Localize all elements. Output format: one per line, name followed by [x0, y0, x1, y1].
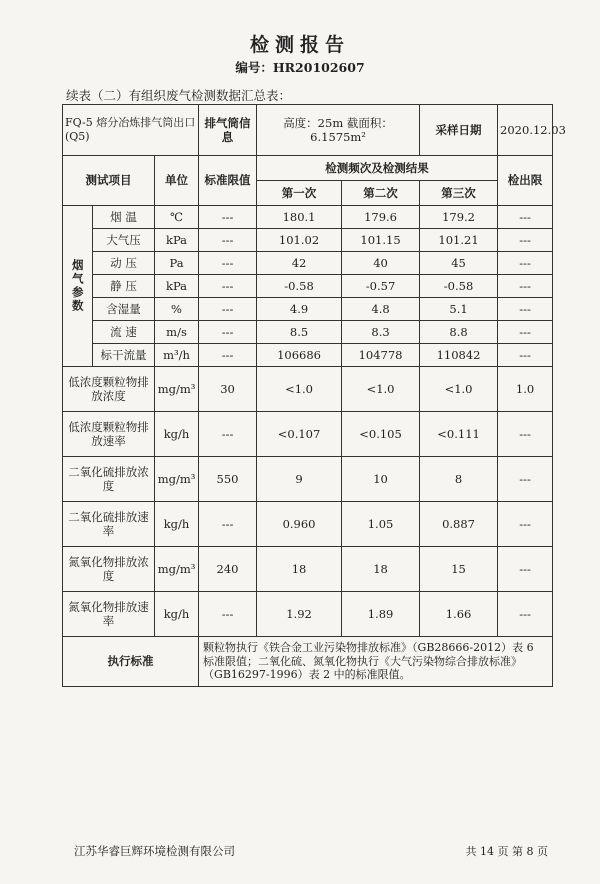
pollutant-v2: <0.105 [342, 412, 420, 457]
pollutant-name: 氮氧化物排放浓度 [63, 547, 155, 592]
col-results-group: 检测频次及检测结果 [257, 156, 498, 181]
param-unit: m³/h [155, 344, 199, 367]
pollutant-limit: 30 [199, 367, 257, 412]
table-row [63, 321, 553, 344]
pollutant-limit: 550 [199, 457, 257, 502]
table-row [63, 275, 553, 298]
stack-label: 排气筒信息 [199, 105, 257, 156]
data-table [62, 104, 566, 687]
pollutant-unit: kg/h [155, 412, 199, 457]
pollutant-limit: --- [199, 412, 257, 457]
pollutant-unit: mg/m³ [155, 367, 199, 412]
report-title: 检测报告 [249, 34, 350, 56]
pollutant-limit: --- [199, 592, 257, 637]
pollutant-v1: 18 [257, 547, 342, 592]
table-row [63, 298, 553, 321]
table-row [63, 637, 553, 687]
table-row [63, 367, 553, 412]
param-v3: 5.1 [420, 298, 498, 321]
col-unit: 单位 [155, 156, 199, 206]
param-v1: 180.1 [257, 206, 342, 229]
pollutant-v3: 8 [420, 457, 498, 502]
param-limit: --- [199, 298, 257, 321]
pollutant-v1: <1.0 [257, 367, 342, 412]
pollutant-v2: 1.05 [342, 502, 420, 547]
col-second: 第二次 [342, 181, 420, 206]
param-v2: 8.3 [342, 321, 420, 344]
param-v3: 8.8 [420, 321, 498, 344]
pollutant-unit: kg/h [155, 592, 199, 637]
pollutant-v2: <1.0 [342, 367, 420, 412]
col-item: 测试项目 [63, 156, 155, 206]
table-row [63, 206, 553, 229]
param-v1: 101.02 [257, 229, 342, 252]
param-limit: --- [199, 252, 257, 275]
param-unit: kPa [155, 275, 199, 298]
table-caption: 续表（二）有组织废气检测数据汇总表： [66, 88, 292, 103]
pollutant-v2: 18 [342, 547, 420, 592]
pollutant-v3: 0.887 [420, 502, 498, 547]
pollutant-unit: mg/m³ [155, 547, 199, 592]
param-limit: --- [199, 275, 257, 298]
param-v3: 101.21 [420, 229, 498, 252]
pollutant-name: 氮氧化物排放速率 [63, 592, 155, 637]
table-row [63, 547, 553, 592]
param-v1: 4.9 [257, 298, 342, 321]
pollutant-dl: --- [498, 592, 553, 637]
param-v3: 110842 [420, 344, 498, 367]
page-number: 共 14 页 第 8 页 [465, 845, 548, 858]
pollutant-v3: 1.66 [420, 592, 498, 637]
param-v2: 104778 [342, 344, 420, 367]
table-row [63, 229, 553, 252]
param-limit: --- [199, 321, 257, 344]
param-v1: -0.58 [257, 275, 342, 298]
sample-date: 2020.12.03 [498, 105, 553, 156]
pollutant-v3: 15 [420, 547, 498, 592]
param-name: 标干流量 [93, 344, 155, 367]
pollutant-limit: 240 [199, 547, 257, 592]
pollutant-name: 二氧化硫排放浓度 [63, 457, 155, 502]
pollutant-name: 低浓度颗粒物排放浓度 [63, 367, 155, 412]
pollutant-v1: 0.960 [257, 502, 342, 547]
param-name: 烟 温 [93, 206, 155, 229]
pollutant-dl: --- [498, 547, 553, 592]
param-name: 流 速 [93, 321, 155, 344]
table-row [63, 502, 553, 547]
param-v2: -0.57 [342, 275, 420, 298]
table-row [63, 412, 553, 457]
col-limit: 标准限值 [199, 156, 257, 206]
param-dl: --- [498, 275, 553, 298]
pollutant-v3: <0.111 [420, 412, 498, 457]
pollutant-dl: 1.0 [498, 367, 553, 412]
pollutant-unit: mg/m³ [155, 457, 199, 502]
param-limit: --- [199, 206, 257, 229]
report-code: 编号：HR20102607 [235, 60, 365, 75]
param-v2: 101.15 [342, 229, 420, 252]
col-first: 第一次 [257, 181, 342, 206]
param-name: 大气压 [93, 229, 155, 252]
param-v3: -0.58 [420, 275, 498, 298]
param-dl: --- [498, 344, 553, 367]
pollutant-dl: --- [498, 412, 553, 457]
param-unit: Pa [155, 252, 199, 275]
pollutant-dl: --- [498, 502, 553, 547]
param-v1: 106686 [257, 344, 342, 367]
pollutant-v1: 9 [257, 457, 342, 502]
pollutant-name: 二氧化硫排放速率 [63, 502, 155, 547]
pollutant-unit: kg/h [155, 502, 199, 547]
flue-group-cell [63, 206, 93, 367]
flue-group-label: 烟气参数 [70, 259, 85, 313]
param-unit: % [155, 298, 199, 321]
param-name: 动 压 [93, 252, 155, 275]
param-v2: 40 [342, 252, 420, 275]
param-v1: 8.5 [257, 321, 342, 344]
pollutant-v2: 1.89 [342, 592, 420, 637]
sample-date-label: 采样日期 [420, 105, 498, 156]
table-row [63, 457, 553, 502]
pollutant-v2: 10 [342, 457, 420, 502]
param-limit: --- [199, 344, 257, 367]
param-unit: m/s [155, 321, 199, 344]
standard-label: 执行标准 [63, 637, 199, 687]
col-detect-limit: 检出限 [498, 156, 553, 206]
pollutant-name: 低浓度颗粒物排放速率 [63, 412, 155, 457]
param-dl: --- [498, 229, 553, 252]
pollutant-v3: <1.0 [420, 367, 498, 412]
param-v1: 42 [257, 252, 342, 275]
param-v2: 4.8 [342, 298, 420, 321]
param-dl: --- [498, 206, 553, 229]
param-dl: --- [498, 321, 553, 344]
param-v3: 45 [420, 252, 498, 275]
param-name: 含湿量 [93, 298, 155, 321]
param-limit: --- [199, 229, 257, 252]
table-row [63, 344, 553, 367]
standard-text: 颗粒物执行《铁合金工业污染物排放标准》（GB28666-2012）表 6 标准限值；二氧化硫、氮氧化物执行《大气污染物综合排放标准》（GB16297-1996）表 2 中的标准限值。 [199, 637, 553, 687]
param-name: 静 压 [93, 275, 155, 298]
table-row [63, 252, 553, 275]
pollutant-dl: --- [498, 457, 553, 502]
param-dl: --- [498, 298, 553, 321]
param-v3: 179.2 [420, 206, 498, 229]
stack-value: 高度：25m 截面积：6.1575m² [257, 105, 420, 156]
param-unit: kPa [155, 229, 199, 252]
table-row [63, 592, 553, 637]
pollutant-limit: --- [199, 502, 257, 547]
col-third: 第三次 [420, 181, 498, 206]
source-cell: FQ-5 熔分冶炼排气筒出口(Q5) [63, 105, 199, 156]
param-unit: ℃ [155, 206, 199, 229]
company-name: 江苏华睿巨辉环境检测有限公司 [74, 844, 235, 858]
param-dl: --- [498, 252, 553, 275]
param-v2: 179.6 [342, 206, 420, 229]
pollutant-v1: <0.107 [257, 412, 342, 457]
pollutant-v1: 1.92 [257, 592, 342, 637]
